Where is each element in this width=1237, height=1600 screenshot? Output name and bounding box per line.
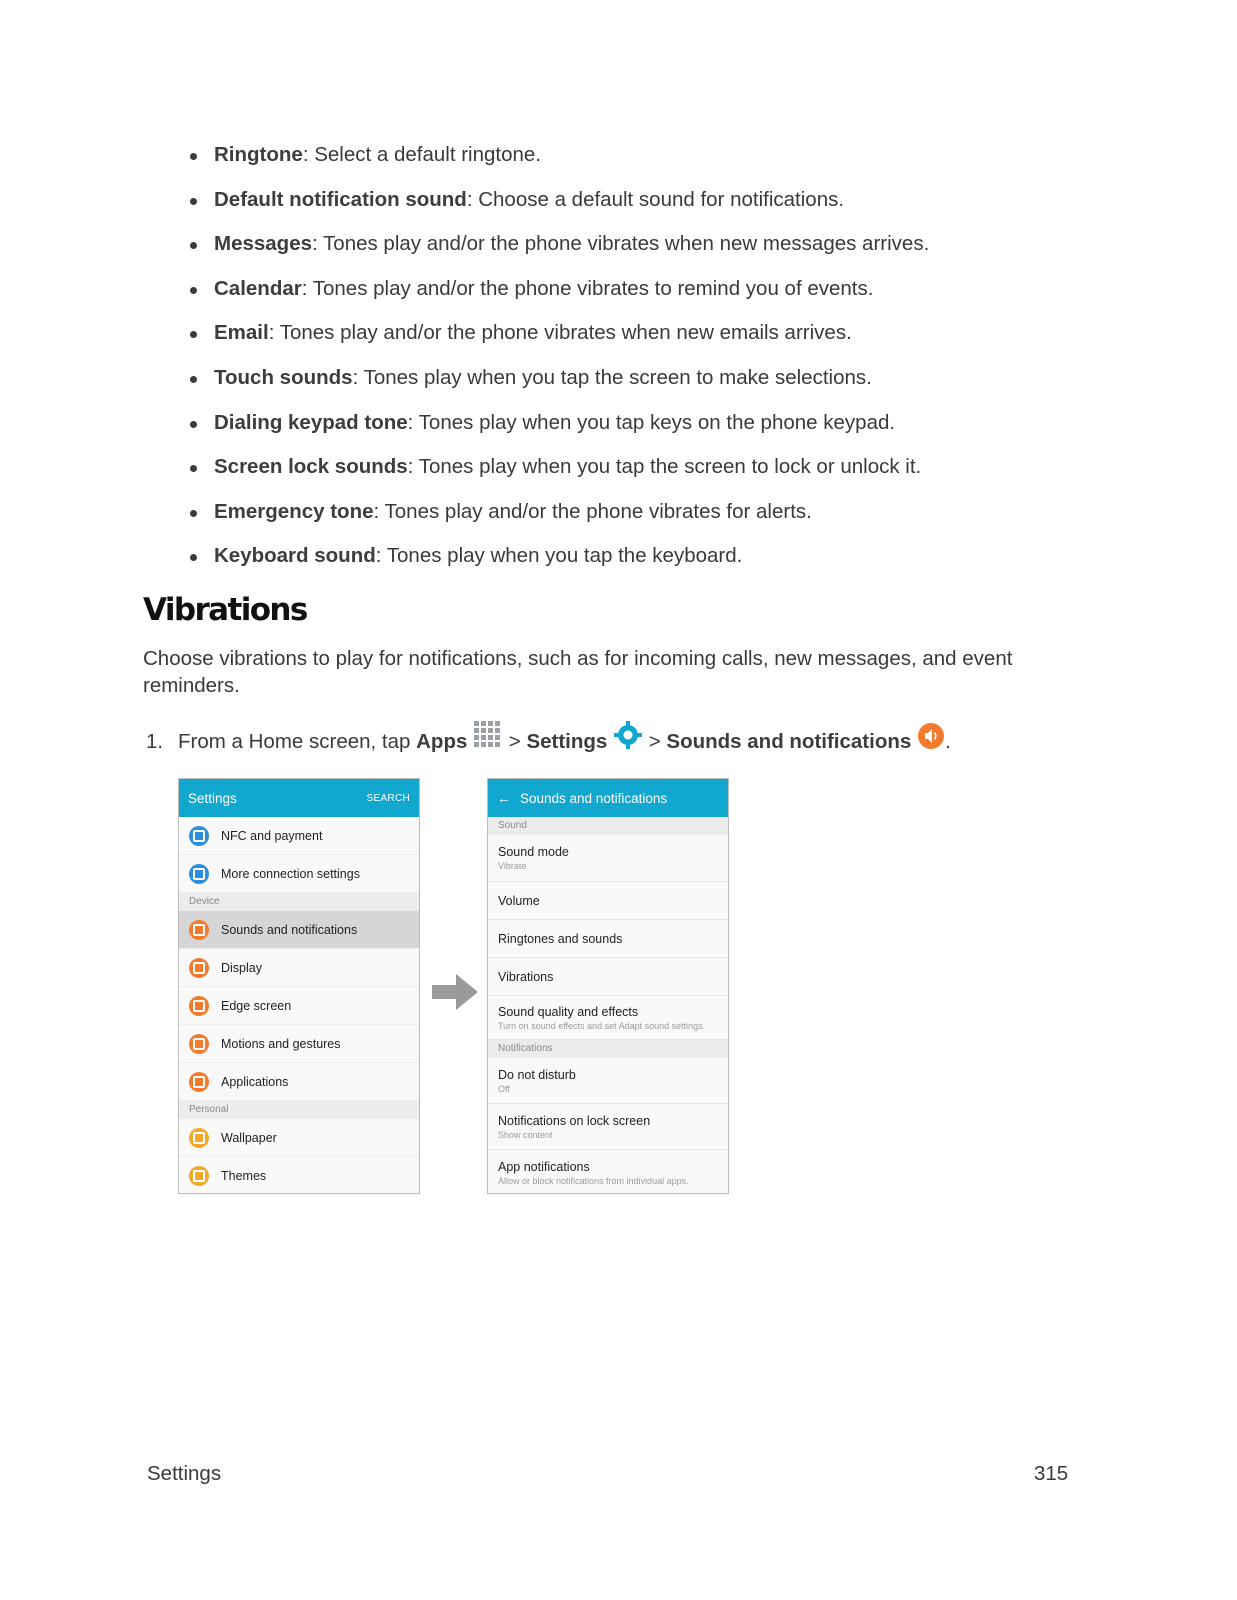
settings-item-label: Wallpaper	[221, 1130, 277, 1145]
bullet-desc: : Tones play and/or the phone vibrates for alerts.	[373, 499, 812, 523]
settings-item-wallpaper[interactable]	[179, 1119, 419, 1157]
page-number: 315	[1034, 1462, 1069, 1485]
display-icon	[189, 958, 209, 978]
personal-section-header: Personal	[179, 1101, 419, 1119]
bullet-term: Calendar	[214, 276, 302, 300]
settings-item-label: Themes	[221, 1168, 267, 1183]
bullet-desc: : Tones play and/or the phone vibrates to remind you of events.	[301, 276, 874, 300]
settings-item-label: Applications	[221, 1074, 289, 1089]
themes-icon	[189, 1166, 209, 1186]
settings-item-edge[interactable]	[179, 987, 419, 1025]
list-item	[190, 363, 929, 408]
bullet-term: Ringtone	[214, 143, 303, 166]
settings-item-more-connection[interactable]	[179, 855, 419, 893]
bullet-term: Email	[214, 321, 269, 345]
sound-options-list	[190, 140, 929, 586]
sound-mode-item[interactable]	[488, 835, 728, 882]
bullet-desc: : Tones play and/or the phone vibrates when new emails arrives.	[268, 321, 852, 345]
bullet-term: Keyboard sound	[214, 544, 376, 568]
gear-icon	[613, 720, 643, 750]
apps-grid-icon	[473, 720, 503, 750]
app-bar-title: Settings	[188, 790, 237, 806]
list-item	[190, 229, 929, 274]
bullet-term: Messages	[214, 232, 313, 256]
item-subtitle: Allow or block notifications from individual apps.	[498, 1175, 689, 1186]
apps-label: Apps	[416, 730, 468, 753]
settings-item-label: Edge screen	[221, 998, 292, 1013]
list-item	[190, 452, 929, 497]
item-title: Notifications on lock screen	[498, 1113, 651, 1128]
device-section-header: Device	[179, 893, 419, 911]
wallpaper-icon	[189, 1128, 209, 1148]
settings-item-sounds[interactable]	[179, 911, 419, 949]
volume-item[interactable]	[488, 882, 728, 920]
lock-screen-notifications-item[interactable]	[488, 1104, 728, 1150]
back-arrow-icon[interactable]: ←	[497, 790, 511, 806]
nfc-icon	[189, 826, 209, 846]
list-item	[190, 140, 929, 185]
bullet-desc: : Tones play when you tap the screen to lock or unlock it.	[407, 455, 922, 479]
applications-icon	[189, 1072, 209, 1092]
item-title: Sound quality and effects	[498, 1004, 639, 1019]
app-bar-title: Sounds and notifications	[520, 790, 668, 806]
section-title: Vibrations	[143, 592, 307, 628]
list-item	[190, 408, 929, 453]
bullet-term: Emergency tone	[214, 499, 374, 523]
step-1	[146, 720, 951, 760]
sounds-label: Sounds and notifications	[666, 730, 912, 753]
bullet-term: Screen lock sounds	[214, 455, 408, 479]
notifications-section-header: Notifications	[488, 1040, 728, 1058]
settings-item-nfc[interactable]	[179, 817, 419, 855]
bullet-desc: : Tones play when you tap keys on the phone keypad.	[407, 410, 896, 434]
bullet-term: Default notification sound	[214, 187, 467, 211]
settings-item-label: NFC and payment	[221, 828, 323, 843]
settings-item-display[interactable]	[179, 949, 419, 987]
bullet-desc: : Tones play and/or the phone vibrates when new messages arrives.	[312, 232, 930, 256]
antenna-icon	[189, 864, 209, 884]
bullet-desc: : Tones play when you tap the keyboard.	[375, 544, 743, 568]
vibrations-item[interactable]	[488, 958, 728, 996]
bullet-term: Dialing keypad tone	[214, 410, 408, 434]
sounds-screenshot	[487, 778, 729, 1194]
list-item	[190, 541, 929, 586]
ringtones-item[interactable]	[488, 920, 728, 958]
item-title: App notifications	[498, 1159, 590, 1174]
arrow-right-icon	[430, 972, 480, 1012]
bullet-term: Touch sounds	[214, 365, 353, 389]
settings-item-label: More connection settings	[221, 866, 360, 881]
item-title: Vibrations	[498, 969, 554, 984]
item-subtitle: Vibrate	[498, 861, 527, 871]
settings-screenshot	[178, 778, 420, 1194]
speaker-icon	[917, 722, 945, 750]
item-title: Ringtones and sounds	[498, 931, 623, 946]
list-item	[190, 185, 929, 230]
motions-icon	[189, 1034, 209, 1054]
settings-label: Settings	[526, 730, 608, 753]
footer-section-name: Settings	[147, 1462, 222, 1485]
settings-item-label: Sounds and notifications	[221, 922, 358, 937]
settings-item-label: Motions and gestures	[221, 1036, 341, 1051]
sound-section-header: Sound	[488, 817, 728, 835]
settings-item-applications[interactable]	[179, 1063, 419, 1101]
bullet-desc: : Select a default ringtone.	[302, 143, 542, 166]
step-separator: >	[503, 730, 527, 753]
section-intro: Choose vibrations to play for notifications, such as for incoming calls, new messages, and event reminders.	[143, 647, 1013, 697]
item-subtitle: Show content	[498, 1129, 553, 1140]
app-notifications-item[interactable]	[488, 1150, 728, 1194]
item-title: Volume	[498, 893, 540, 908]
step-separator: >	[643, 730, 667, 753]
item-title: Sound mode	[498, 845, 569, 859]
sound-quality-item[interactable]	[488, 996, 728, 1040]
speaker-icon	[189, 920, 209, 940]
settings-item-themes[interactable]	[179, 1157, 419, 1194]
settings-item-motions[interactable]	[179, 1025, 419, 1063]
step-end: .	[944, 730, 951, 753]
item-subtitle: Turn on sound effects and set Adapt sound settings.	[498, 1020, 706, 1031]
item-subtitle: Off	[498, 1083, 510, 1094]
list-item	[190, 274, 929, 319]
do-not-disturb-item[interactable]	[488, 1058, 728, 1104]
list-item	[190, 497, 929, 542]
search-button[interactable]: SEARCH	[366, 792, 410, 804]
bullet-desc: : Choose a default sound for notifications.	[466, 187, 845, 211]
item-title: Do not disturb	[498, 1067, 576, 1082]
step-prefix: From a Home screen, tap	[178, 730, 417, 753]
step-number: 1.	[146, 730, 164, 753]
bullet-desc: : Tones play when you tap the screen to make selections.	[352, 365, 872, 389]
list-item	[190, 318, 929, 363]
settings-item-label: Display	[221, 960, 262, 975]
sounds-app-bar	[488, 779, 728, 817]
settings-app-bar	[179, 779, 419, 817]
edge-screen-icon	[189, 996, 209, 1016]
